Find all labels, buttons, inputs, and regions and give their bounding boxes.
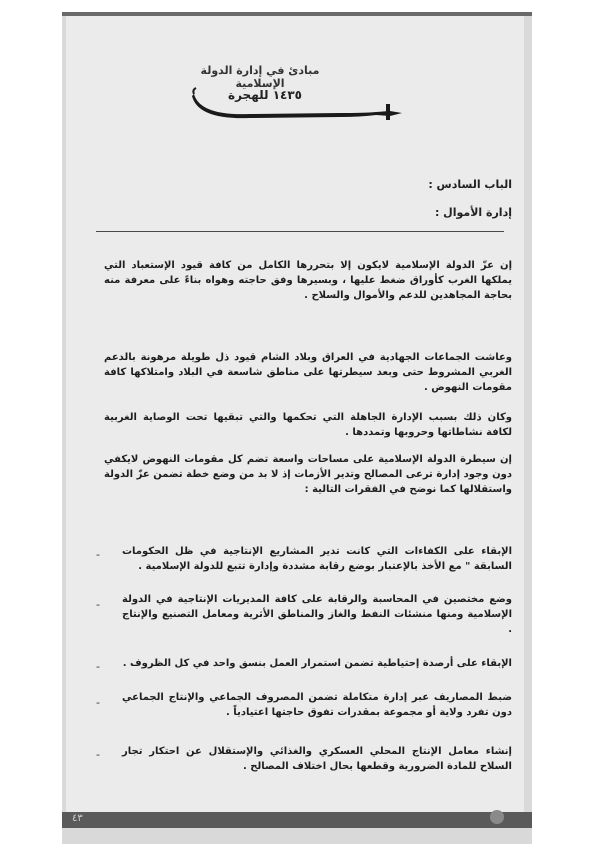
bullet-item-1: الإبقاء على الكفاءات التي كانت تدير المشاريع الإنتاجية في ظل الحكومات السابقة " مع الأخذ بالإعتبار بوضع رقابة مشددة وإدارة تتبع للدولة الإسلامية .: [122, 546, 512, 572]
bullet-marker: -: [96, 660, 100, 673]
paragraph-4: إن سيطرة الدولة الإسلامية على مساحات واسعة تضم كل مقومات النهوض لايكفي دون وجود إدارة ترعى المصالح وتدير الأزمات إذ لا بد من وضع خطة تضمن عزّ الدولة واستقلالها كما نوضح في الفقرات التالية :: [104, 454, 512, 495]
chapter-title: الباب السادس :: [428, 178, 512, 191]
page-number: ٤٣: [72, 813, 83, 824]
hijri-year: ١٤٣٥ للهجرة: [228, 88, 302, 102]
chapter-subtitle: إدارة الأموال :: [434, 206, 512, 219]
bullet-item-3: الإبقاء على أرصدة إحتياطية تضمن استمرار العمل بنسق واحد في كل الظروف .: [122, 658, 512, 669]
paragraph-2: وعاشت الجماعات الجهادية في العراق وبلاد الشام قيود ذل طويلة مرهونة بالدعم الغربي المشروط حتى وبعد سيطرتها على مناطق شاسعة في البلاد وامتلاكها كافة مقومات النهوض .: [104, 352, 512, 393]
bullet-marker: -: [96, 696, 100, 709]
document-heading: مبادئ في إدارة الدولة الإسلامية: [200, 64, 320, 90]
bullet-marker: -: [96, 548, 100, 561]
footer-mark-icon: [490, 810, 504, 824]
bullet-item-5: إنشاء معامل الإنتاج المحلي العسكري والغذائي والإستقلال عن احتكار تجار السلاح للمادة الضرورية وقطعها بحال اختلاف المصالح .: [122, 746, 512, 772]
bullet-marker: -: [96, 598, 100, 611]
bullet-marker: -: [96, 748, 100, 761]
paragraph-3: وكان ذلك بسبب الإدارة الجاهلة التي تحكمها والتي تبقيها تحت الوصاية الغربية لكافة نشاطاتها وحروبها وتمددها .: [104, 412, 512, 438]
bullet-item-2: وضع مختصين في المحاسبة والرقابة على كافة المديريات الإنتاجية في الدولة الإسلامية ومنها منشئات النفط والغاز والمناطق الأثرية ومعامل التصنيع والإنتاج .: [122, 594, 512, 635]
sword-emblem-icon: [190, 86, 410, 120]
footer-bar: [62, 812, 532, 828]
divider-line: [96, 231, 504, 232]
paragraph-1: إن عزّ الدولة الإسلامية لايكون إلا بتحررها الكامل من كافة قيود الإستعباد التي يملكها الغرب كأوراق ضغط عليها ، وبسيرها وفق حاجته وهواه بناءً على معرفة منه بحاجة المجاهدين للدعم والأموال والسلاح .: [104, 260, 512, 301]
bullet-item-4: ضبط المصاريف عبر إدارة متكاملة تضمن المصروف الجماعي والإنتاج الجماعي دون تفرد ولاية أو مجموعة بمقدرات تفوق حاجتها اعتيادياً .: [122, 692, 512, 718]
